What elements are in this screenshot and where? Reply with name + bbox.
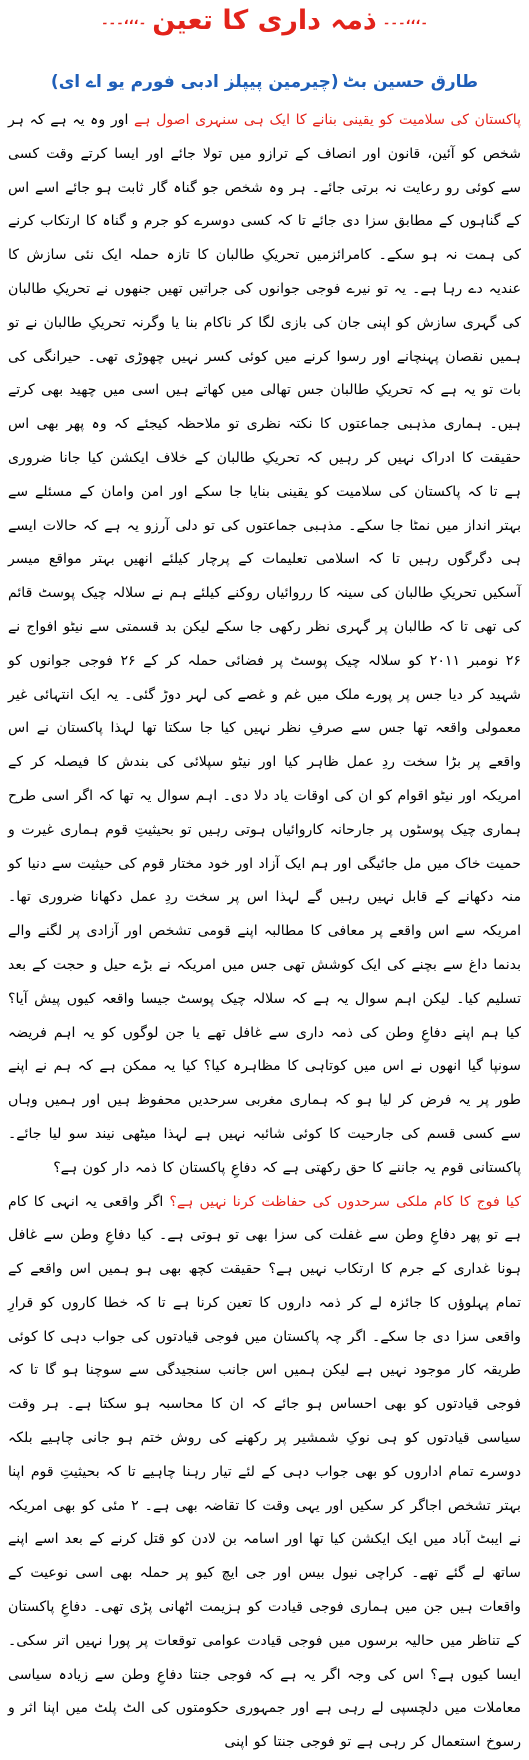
article-title: ذمہ داری کا تعین [152, 2, 377, 40]
author-role: (چیرمین پیپلز ادبی فورم یو اے ای) [51, 64, 339, 100]
byline-row [8, 64, 521, 100]
article-body [8, 104, 521, 1252]
paragraph-2-text: اگر واقعی یہ انہی کا کام ہے تو پھر دفاعِ وطن سے غفلت کی سزا بھی تو ہوتی ہے۔ کیا دفاعِ وطن سے غافل ہونا غداری کے جرم کا ارتکاب نہیں ہے؟ حقیقت کچھ بھی ہو ہمیں اس واقعے کے تمام پہلوؤں کا جائزہ لے کر ذمہ داروں کا تعین کرنا ہے تا کہ خطا کاروں کو قرارِ واقعی سزا دی جا سکے۔ اگر چہ پاکستان میں فوجی قیادتوں کی جواب دہی کا کوئی طریقہ کار موجود نہیں ہے لیکن ہمیں اس جانب سنجیدگی سے سوچنا ہو گا تا کہ فوجی قیادتوں کو بھی احساس ہو جائے کہ ان کا محاسبہ ہو سکتا ہے۔ ہر وقت سیاسی قیادتوں کو ہی نوکِ شمشیر پر رکھنے کی روش ختم ہو جانی چاہیے بلکہ دوسرے تمام اداروں کو بھی جواب دہی کے لئے تیار رہنا چاہیے تا کہ بحیثیتِ قوم اپنا بہتر تشخص اجاگر کر سکیں اور یہی وقت کا تقاضہ بھی ہے۔ ۲ مئی کو بھی امریکہ نے ایبٹ آباد میں ایک ایکشن کیا تھا اور اسامہ بن لادن کو قتل کرنے کے بعد اسے اپنے ساتھ لے گئے تھے۔ کراچی نیول بیس اور جی ایچ کیو پر حملہ بھی اسی نوعیت کے واقعات ہیں جن میں ہماری فوجی قیادت کو ہزیمت اٹھانی پڑی تھی۔ دفاعِ پاکستان کے تناظر میں حالیہ برسوں میں فوجی قیادت عوامی توقعات پر پورا نہیں اتر سکی۔ ایسا کیوں ہے؟ اس کی وجہ اگر یہ ہے کہ فوجی جنتا دفاعِ وطن سے زیادہ سیاسی معاملات میں دلچسپی لے رہی ہے اور جمہوری حکومتوں کی الٹ پلٹ میں اپنا اثر و رسوخ استعمال کر رہی ہے تو فوجی جنتا کو اپنی [8, 1194, 521, 1751]
title-ornament-left: ۔،،،۔۔۔ [101, 2, 146, 40]
author-name: طارق حسین بٹ [343, 64, 478, 100]
article-paragraph-1 [8, 104, 521, 1186]
title-ornament-right: ۔،،،۔۔۔ [383, 2, 428, 40]
highlight-sentence-1: پاکستان کی سلامیت کو یقینی بنانے کا ایک ہی سنہری اصول ہے [134, 112, 521, 128]
highlight-sentence-2: کیا فوج کا کام ملکی سرحدوں کی حفاظت کرنا نہیں ہے؟ [169, 1194, 521, 1210]
paragraph-1-text: اور وہ یہ ہے کہ ہر شخص کو آئین، قانون اور انصاف کے ترازو میں تولا جائے اور ایسا کرتے وقت کسی سے کوئی رو رعایت نہ برتی جائے۔ ہر وہ شخص جو گناہ گار ثابت ہو جائے اسے اس کے گناہوں کے مطابق سزا دی جائے تا کہ کسی دوسرے کو جرم و گناہ کا ارتکاب کرنے کی ہمت نہ ہو سکے۔ کامرائزمیں تحریکِ طالبان کا تازہ حملہ ایک نئی سازش کا عندیہ دے رہا ہے۔ یہ تو نیرے فوجی جوانوں کی جراتیں تھیں جنھوں نے تحریکِ طالبان کی گہری سازش کو اپنی جان کی بازی لگا کر ناکام بنا یا وگرنہ تحریکِ طالبان نے تو ہمیں نقصان پہنچانے اور رسوا کرنے میں کوئی کسر نہیں چھوڑی تھی۔ حیرانگی کی بات تو یہ ہے کہ تحریکِ طالبان جس تھالی میں کھاتے ہیں اسی میں چھید بھی کرتے ہیں۔ ہماری مذہبی جماعتوں کا نکتہ نظری تو ملاحظہ کیجئے کہ وہ پھر بھی اس حقیقت کا ادراک نہیں کر رہیں کہ تحریکِ طالبان کے خلاف ایکشن کیا جانا ضروری ہے تا کہ پاکستان کی سلامیت کو یقینی بنایا جا سکے اور امن وامان کے مسئلے سے بہتر انداز میں نمٹا جا سکے۔ مذہبی جماعتوں کی تو دلی آرزو یہ ہے کہ حالات ایسے ہی دگرگوں رہیں تا کہ اسلامی تعلیمات کے پرچار کیلئے انھیں بہتر مواقع میسر آسکیں تحریکِ طالبان کی سینہ کا رروائیاں روکنے کیلئے ہم نے سلالہ چیک پوسٹ قائم کی تھی تا کہ طالبان پر گہری نظر رکھی جا سکے لیکن بد قسمتی سے نیٹو افواج نے ۲۶ نومبر ۲۰۱۱ کو سلالہ چیک پوسٹ پر فضائی حملہ کر کے ۲۶ فوجی جوانوں کو شہید کر دیا جس پر پورے ملک میں غم و غصے کی لہر دوڑ گئی۔ یہ ایک انتہائی غیر معمولی واقعہ تھا جس سے صرفِ نظر نہیں کیا جا سکتا تھا لہذا پاکستان نے اس واقعے پر بڑا سخت ردِ عمل ظاہر کیا اور نیٹو سپلائی کی بندش کا فیصلہ کر کے امریکہ اور نیٹو اقوام کو ان کی اوقات یاد دلا دی۔ اہم سوال یہ تھا کہ اگر اسی طرح ہماری چیک پوسٹوں پر جارحانہ کاروائیاں ہوتی رہیں تو بحیثیتِ قوم ہماری غیرت و حمیت خاک میں مل جائیگی اور ہم ایک آزاد اور خود مختار قوم کی حیثیت سے دنیا کو منہ دکھانے کے قابل نہیں رہیں گے لہذا اس پر سخت ردِ عمل دکھانا ضروری تھا۔ امریکہ سے اس واقعے پر معافی کا مطالبہ اپنے قومی تشخص اور آزادی پر لگنے والے بدنما داغ سے بچنے کی ایک کوشش تھی جس میں امریکہ نے بڑے حیل و حجت کے بعد تسلیم کیا۔ لیکن اہم سوال یہ ہے کہ سلالہ چیک پوسٹ جیسا واقعہ کیوں پیش آیا؟ کیا ہم اپنے دفاعِ وطن کی ذمہ داری سے غافل تھے یا جن لوگوں کو یہ اہم فریضہ سونپا گیا انھوں نے اس میں کوتاہی کا مظاہرہ کیا؟ کیا یہ ممکن ہے کہ ہم نے اپنے طور پر یہ فرض کر لیا ہو کہ ہماری مغربی سرحدیں محفوظ ہیں اور ہمیں وہاں سے کسی قسم کی جارحیت کا کوئی شائبہ نہیں ہے لہذا میٹھی نیند سو لیا جائے۔ پاکستانی قوم یہ جاننے کا حق رکھتی ہے کہ دفاعِ پاکستان کا ذمہ دار کون ہے؟ [8, 112, 521, 1176]
article-page [0, 2, 529, 1260]
article-paragraph-2 [8, 1186, 521, 1760]
title-row [8, 2, 521, 40]
